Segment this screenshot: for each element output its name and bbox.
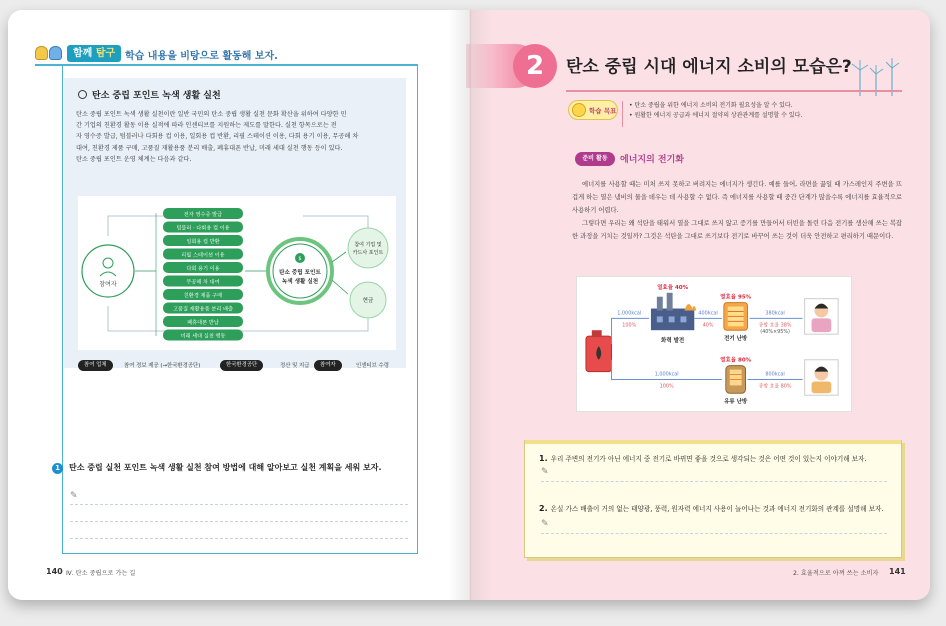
person-icon (805, 360, 839, 395)
section-footer-right: 2. 효율적으로 아껴 쓰는 소비자 (793, 570, 879, 577)
kcal-in-label: 1,000kcal (617, 310, 642, 317)
svg-text:$: $ (298, 256, 302, 262)
action-item: 전자 영수증 발급 (183, 212, 223, 218)
participant-label: 참여자 (99, 281, 117, 288)
action-item: 다회 용기 이용 (186, 266, 220, 272)
learning-goals: • 탄소 중립을 위한 에너지 소비의 전기화 필요성을 알 수 있다. • 원활한 에너지 공급과 에너지 절약의 상관관계를 설명할 수 있다. (622, 101, 902, 127)
page-number-left: 140 (46, 567, 63, 576)
legend-text: 인센티브 수령 (356, 363, 389, 369)
answer-line[interactable] (70, 538, 408, 539)
kcal-out-label-2: 800kcal (765, 371, 785, 378)
action-item: 텀블러 · 다회용 컵 이용 (176, 225, 230, 232)
question-box (524, 440, 902, 558)
title-underline (566, 90, 902, 92)
answer-line[interactable] (70, 521, 408, 522)
left-header (35, 44, 415, 64)
pencil-icon: ✎ (541, 519, 549, 529)
legend-text: 정산 및 지급 (280, 363, 310, 369)
action-list (163, 208, 243, 341)
kcal-out-label: 380kcal (765, 310, 785, 317)
section-badge: 준비 활동 (575, 152, 615, 166)
question-2: 2. 온실 가스 배출이 거의 없는 태양광, 풍력, 원자력 에너지 사용이 늘어나는 것과 에너지 전기화의 관계를 설명해 보자. (539, 504, 884, 513)
header-instruction: 학습 내용을 비탕으로 활동해 보자. (125, 51, 278, 62)
article-box (64, 78, 406, 368)
reward-label-2: 카드사 포인트 (352, 250, 384, 256)
total-eff-2: 종합 효율 80% (758, 383, 792, 390)
electric-heater-icon (724, 303, 748, 331)
action-item: 미래 세대 실천 행동 (180, 333, 226, 340)
learning-goal-badge: 학습 목표 (568, 100, 618, 120)
answer-line[interactable] (70, 504, 408, 505)
lightbulb-icon (572, 103, 586, 117)
question-1: 1 탄소 중립 실천 포인트 녹색 생활 실천 참여 방법에 대해 알아보고 실천 계획을 세워 보자. (52, 462, 382, 474)
pct-label: 100% (622, 322, 637, 329)
section-footer-left: Ⅳ. 탄소 중립으로 가는 길 (66, 570, 136, 577)
cash-label: 현금 (362, 298, 374, 304)
heater-label: 전기 난방 (724, 336, 748, 343)
pencil-icon: ✎ (70, 491, 78, 501)
kids-icon (35, 44, 65, 62)
plant-label: 화력 발전 (661, 338, 685, 345)
power-plant-icon (651, 293, 696, 330)
kcal-mid-label: 400kcal (698, 310, 718, 317)
center-label-1: 탄소 중립 포인트 (279, 270, 321, 276)
diagram-legend (78, 360, 408, 372)
magnifier-icon (78, 90, 87, 99)
action-item: 리필 스테이션 이용 (181, 252, 225, 259)
center-label-2: 녹색 생활 실천 (281, 279, 319, 285)
article-body: 탄소 중립 포인트 녹색 생활 실천이란 일반 국민의 탄소 중립 생활 실천 문화 확산을 위하여 다양한 민 간 기업의 친환경 활동 이용 실적에 따라 인센티브를 지원하는 제도를 말한다. 실천 항목으로는 전 자 영수증 발급, 텀블러나 다회용 컵 이용, 일회용 컵 반환, 리필 스테이션 이용, 다회 용기 이용, 무공해 차 대여, 친환경 제품 구매, 고품질 재활용품 분리 배출, 폐휴대폰 반납, 미래 세대 실천 행동 등이 있다. 탄소 중립 포인트 운영 체계는 다음과 같다. (76, 111, 359, 163)
action-item: 무공해 차 대여 (186, 279, 220, 286)
point-system-diagram (78, 196, 396, 350)
action-item: 친환경 제품 구매 (183, 293, 223, 299)
answer-line[interactable] (541, 481, 887, 482)
plant-efficiency: 열효율 40% (657, 284, 689, 291)
reward-label-1: 참여 기업 및 (354, 242, 382, 248)
action-item: 폐휴대폰 반납 (187, 320, 219, 326)
oil-heater-icon (726, 366, 746, 394)
pencil-icon: ✎ (541, 467, 549, 477)
legend-pill: 참여자 (314, 360, 342, 371)
kcal-in-label-2: 1,000kcal (654, 371, 679, 378)
chapter-title: 탄소 중립 시대 에너지 소비의 모습은? (566, 57, 852, 77)
answer-line[interactable] (541, 533, 887, 534)
question-1: 1. 우리 주변의 전기가 아닌 에너지 중 전기로 바뀌면 좋을 것으로 생각되는 것은 어떤 것이 있는지 이야기해 보자. (539, 454, 867, 463)
chapter-number: 2 (513, 44, 557, 88)
oil-efficiency: 열효율 80% (720, 357, 752, 364)
legend-pill: 참여 업체 (78, 360, 113, 371)
action-item: 일회용 컵 반환 (186, 239, 220, 245)
reward-circle (348, 228, 388, 268)
article-title: 탄소 중립 포인트 녹색 생활 실천 (78, 88, 221, 101)
action-item: 고품질 재활용품 분리 배출 (172, 306, 234, 313)
heater-efficiency: 열효율 95% (720, 294, 752, 301)
legend-pill: 한국환경공단 (220, 360, 263, 371)
oil-heater-label: 유류 난방 (724, 399, 748, 406)
fuel-tank-icon (586, 330, 612, 371)
energy-efficiency-figure (576, 276, 852, 412)
pct-mid-label: 40% (702, 322, 714, 329)
legend-text: 참여 정보 제공 (→한국환경공단) (124, 363, 201, 369)
section-title: 에너지의 전기화 (620, 155, 684, 165)
page-number-right: 141 (889, 567, 906, 576)
explore-tag: 함께 탐구 (67, 45, 121, 62)
pct-label-2: 100% (659, 383, 674, 390)
person-icon (805, 299, 839, 334)
participant-circle (82, 245, 134, 297)
body-text: 에너지를 사용할 때는 미처 쓰지 못하고 버려지는 에너지가 생긴다. 예를 들어, 라면을 끓일 때 가스레인지 주변을 뜨겁게 하는 열은 냄비의 물을 데우는 데 사용할 수 없다. 즉 에너지를 사용할 때 중간 단계가 많을수록 에너지를 효율적으로 사용하기 어렵다. 그렇다면 우리는 왜 석탄을 태워서 열을 그대로 쓰지 않고 증기를 만들어서 터빈을 돌린 다음 전기를 생산해 쓰는 복잡한 과정을 거치는 것일까? 그것은 석탄을 그대로 쓰기보다 전기로 바꾸어 쓰는 것이 더욱 안전하고 편리하기 때문이다. (572, 181, 903, 240)
total-eff-1: 종합 효율 38% (758, 322, 792, 329)
total-eff-1-formula: (40%×95%) (760, 329, 790, 336)
